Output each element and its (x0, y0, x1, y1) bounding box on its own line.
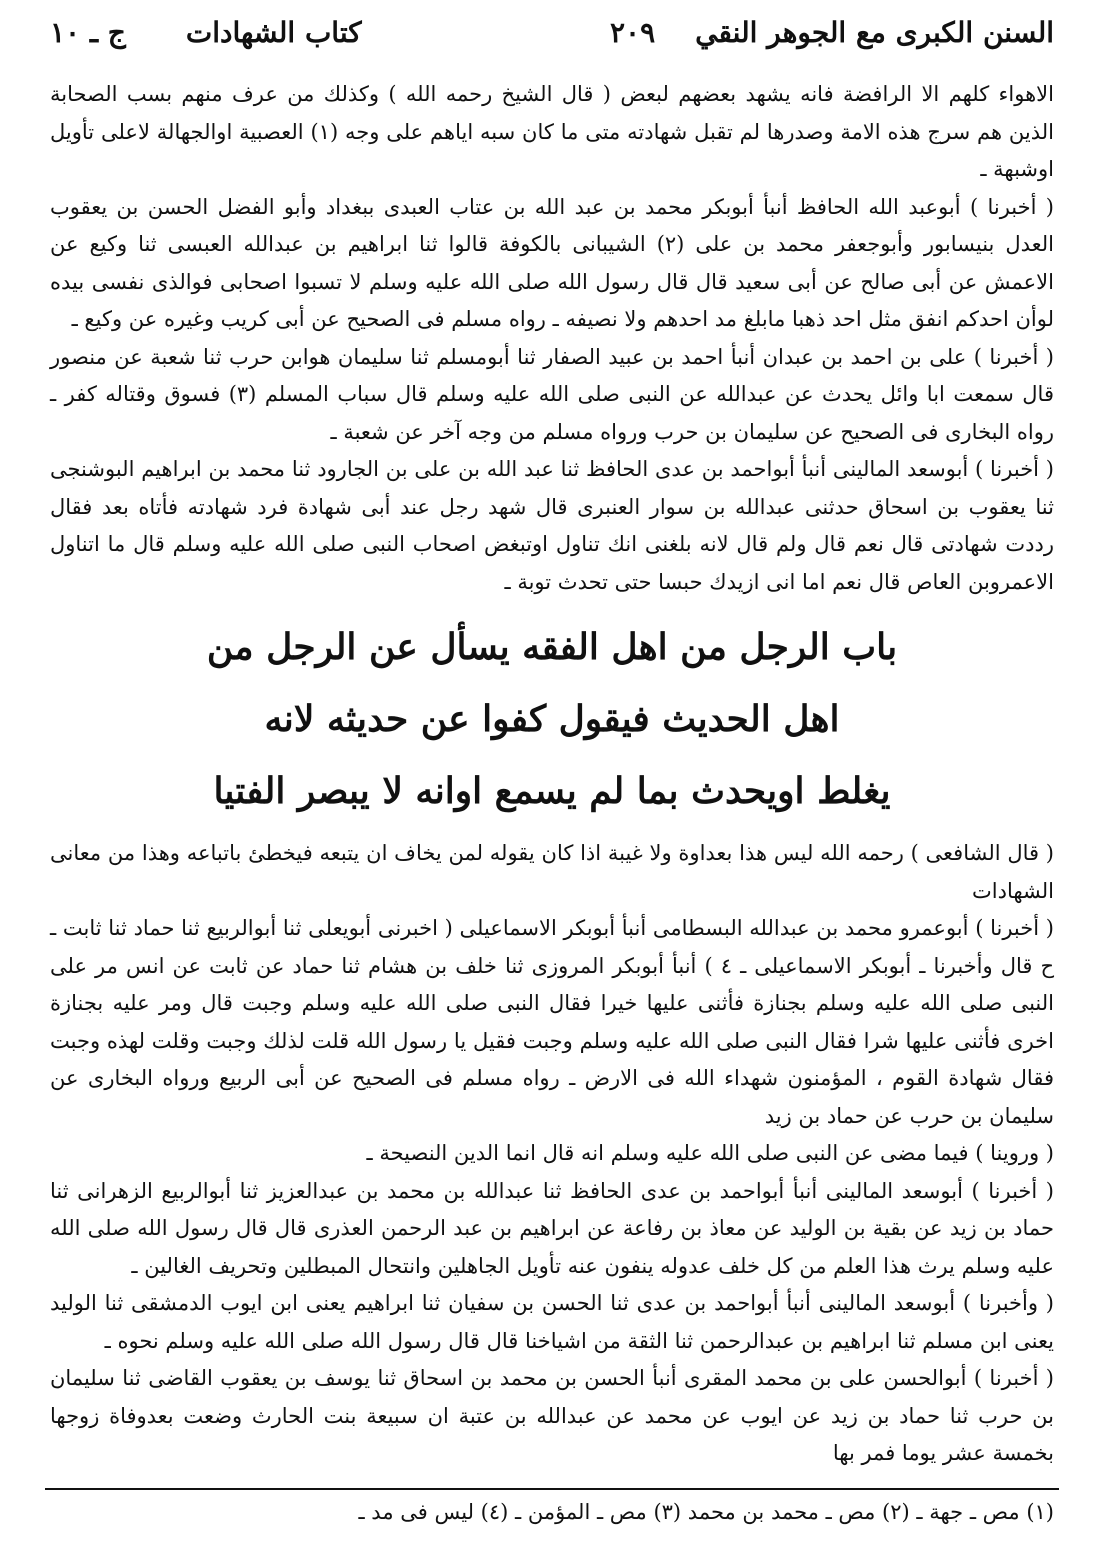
footnotes: (١) مص ـ جهة ـ (٢) مص ـ محمد بن محمد (٣) مص ـ المؤمن ـ (٤) ليس فى مد ـ (358, 1500, 1054, 1524)
running-header (50, 16, 1054, 76)
paragraph: ( قال الشافعى ) رحمه الله ليس هذا بعداوة ولا غيبة اذا كان يقوله لمن يخاف ان يتبعه فيخطئ باتباعه وهذا من معانى الشهادات (50, 841, 1054, 903)
section-heading-line: يغلط اويحدث بما لم يسمع اوانه لا يبصر الفتيا (213, 770, 891, 812)
footnote-divider (45, 1488, 1059, 1490)
paragraph: ( أخبرنا ) أبوعبد الله الحافظ أنبأ أبوبكر محمد بن عبد الله بن عتاب العبدى ببغداد وأبو الفضل الحسن بن يعقوب العدل بنيسابور وأبوجعفر محمد بن على (٢) الشيبانى بالكوفة قالوا ثنا ابراهيم بن عبدالله العبسى ثنا وكيع عن الاعمش عن أبى صالح عن أبى سعيد قال قال رسول الله صلى الله عليه وسلم لا تسبوا اصحابى فوالذى نفسى بيده لوأن احدكم انفق مثل احد ذهبا مابلغ مد احدهم ولا نصيفه ـ رواه مسلم فى الصحيح عن أبى كريب وغيره عن وكيع ـ (50, 194, 1054, 331)
book-title: السنن الكبرى مع الجوهر النقي (695, 16, 1054, 49)
section-heading-line: اهل الحديث فيقول كفوا عن حديثه لانه (264, 698, 840, 740)
paragraph: ( أخبرنا ) على بن احمد بن عبدان أنبأ احمد بن عبيد الصفار ثنا أبومسلم ثنا سليمان هوابن حرب ثنا شعبة عن منصور قال سمعت ابا وائل يحدث عن عبدالله عن النبى صلى الله عليه وسلم قال سباب المسلم (٣) فسوق وقتاله كفر ـ رواه البخارى فى الصحيح عن سليمان بن حرب ورواه مسلم من وجه آخر عن شعبة ـ (50, 344, 1054, 444)
paragraph: ( أخبرنا ) أبوعمرو محمد بن عبدالله البسطامى أنبأ أبوبكر الاسماعيلى ( اخبرنى أبويعلى ثنا أبوالربيع ثنا حماد ثنا ثابت ـ ح قال وأخبرنا ـ أبوبكر الاسماعيلى ـ ٤ ) أنبأ أبوبكر المروزى ثنا خلف بن هشام ثنا حماد عن ثابت عن انس مر على النبى صلى الله عليه وسلم بجنازة فأثنى عليها خيرا فقال النبى صلى الله عليه وسلم وجبت قال ومر عليه بجنازة اخرى فأثنى عليها شرا فقال النبى صلى الله عليه وسلم وجبت فقيل يا رسول الله قلت لذلك وجبت وقلت لهذه وجبت فقال شهادة القوم ، المؤمنون شهداء الله فى الارض ـ رواه مسلم فى الصحيح عن أبى الربيع ورواه البخارى عن سليمان بن حرب عن حماد بن زيد (50, 916, 1055, 1128)
main-text-bottom (50, 835, 1054, 1473)
paragraph: ( أخبرنا ) أبوسعد المالينى أنبأ أبواحمد بن عدى الحافظ ثنا عبد الله بن على بن الجارود ثنا محمد بن ابراهيم البوشنجى ثنا يعقوب بن اسحاق حدثنى عبدالله بن سوار العنبرى قال شهد رجل عند أبى شهادة فرد شهادته فأتاه بعد فقال رددت شهادتى قال نعم قال ولم قال لانه بلغنى انك تناول اوتبغض اصحاب النبى صلى الله عليه وسلم قال ما اتناول الاعمروبن العاص قال نعم اما انى ازيدك حبسا حتى تحدث توبة ـ (50, 457, 1054, 594)
volume-number: ج ـ ١٠ (50, 16, 126, 49)
chapter-title: كتاب الشهادات (185, 16, 362, 49)
paragraph: ( أخبرنا ) أبوسعد المالينى أنبأ أبواحمد بن عدى الحافظ ثنا عبدالله بن محمد بن عبدالعزيز ثنا أبوالربيع الزهرانى ثنا حماد بن زيد عن بقية بن الوليد عن معاذ بن رفاعة عن ابراهيم بن عبد الرحمن العذرى قال قال رسول الله صلى الله عليه وسلم يرث هذا العلم من كل خلف عدوله ينفون عنه تأويل الجاهلين وانتحال المبطلين وتحريف الغالين ـ (50, 1178, 1054, 1278)
section-heading-line: باب الرجل من اهل الفقه يسأل عن الرجل من (206, 626, 898, 668)
paragraph: ( وروينا ) فيما مضى عن النبى صلى الله عليه وسلم انه قال انما الدين النصيحة ـ (366, 1141, 1054, 1165)
paragraph: الاهواء كلهم الا الرافضة فانه يشهد بعضهم لبعض ( قال الشيخ رحمه الله ) وكذلك من عرف منهم بسب الصحابة الذين هم سرج هذه الامة وصدرها لم تقبل شهادته متى ما كان سبه اياهم على وجه (١) العصبية اوالجهالة لاعلى تأويل اوشبهة ـ (50, 82, 1054, 181)
paragraph: ( وأخبرنا ) أبوسعد المالينى أنبأ أبواحمد بن عدى ثنا الحسن بن سفيان ثنا ابراهيم يعنى ابن ايوب الدمشقى ثنا الوليد يعنى ابن مسلم ثنا ابراهيم بن عبدالرحمن ثنا الثقة من اشياخنا قال قال رسول الله صلى الله عليه وسلم نحوه ـ (50, 1291, 1054, 1353)
page-number: ٢٠٩ (610, 16, 656, 49)
paragraph: ( أخبرنا ) أبوالحسن على بن محمد المقرى أنبأ الحسن بن محمد بن اسحاق ثنا يوسف بن يعقوب القاضى ثنا سليمان بن حرب ثنا حماد بن زيد عن ايوب عن محمد عن عبدالله بن عتبة ان سبيعة بنت الحارث وضعت بعدوفاة زوجها بخمسة عشر يوما فمر بها (50, 1366, 1054, 1465)
section-heading (50, 611, 1054, 827)
main-text-top (50, 76, 1054, 601)
